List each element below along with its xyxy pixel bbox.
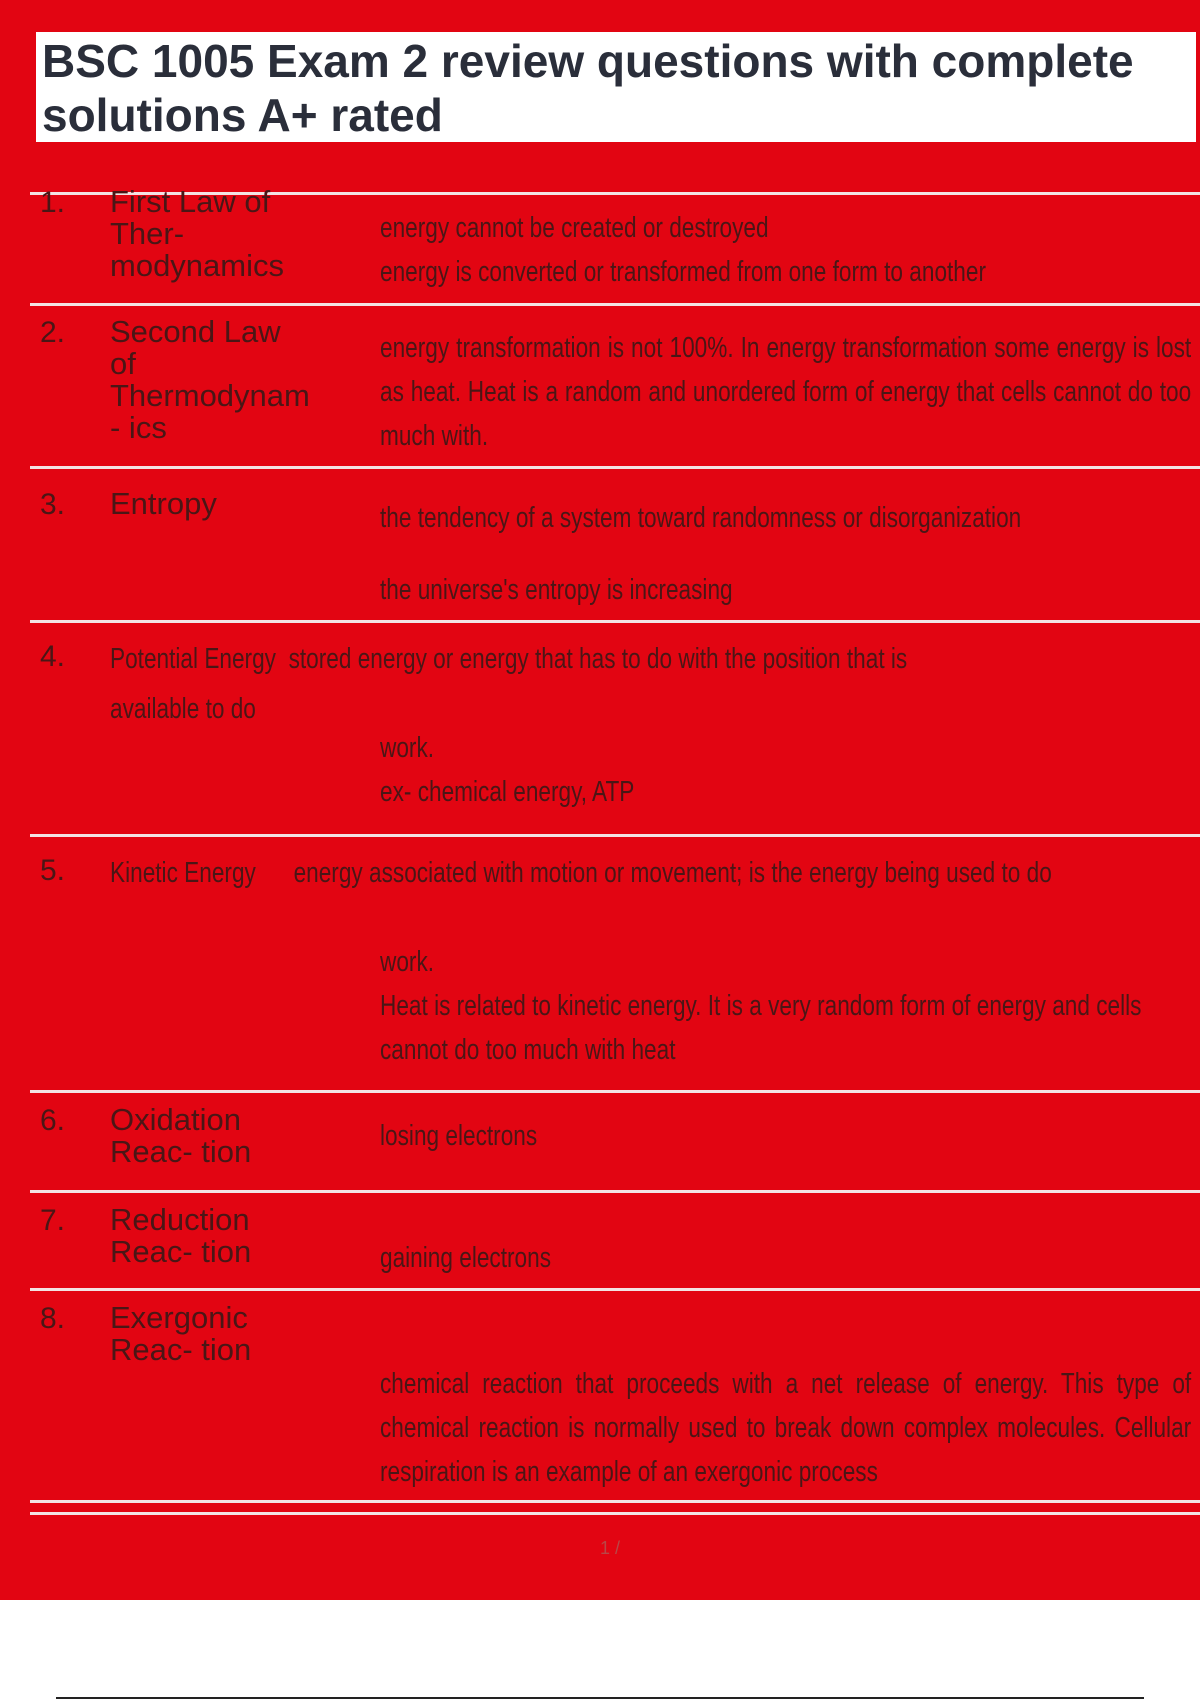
entry-number: 7. [40,1204,66,1237]
entry-term-inline: Kinetic Energy [110,857,256,889]
divider [30,620,1200,623]
entry-number: 5. [40,854,66,887]
definition-line: Heat is related to kinetic energy. It is a very random form of energy and cells cannot do too much with heat [380,990,1142,1066]
divider [30,834,1200,837]
entry-term: Reduction Reac- tion [110,1202,252,1269]
definition-line: energy cannot be created or destroyed [380,212,769,244]
document-title: BSC 1005 Exam 2 review questions with complete solutions A+ rated [42,35,1134,141]
entry-term-inline: Potential Energy [110,643,276,675]
page-number: 1 / [600,1538,621,1558]
divider [30,1190,1200,1193]
entry-definition [380,1236,1191,1280]
entry-number: 3. [40,488,66,521]
definition-line: energy is converted or transformed from one form to another [380,256,987,288]
entry-number: 6. [40,1104,66,1137]
definition-line: ex- chemical energy, ATP [380,776,635,808]
divider [30,1288,1200,1291]
entry-definition [380,1114,1191,1158]
entry-number: 2. [40,316,66,349]
definition-line: stored energy or energy that has to do with the position that is available to do [110,643,908,725]
entry-term: First Law of Ther- modynamics [110,184,284,283]
entry-definition [380,1362,1191,1494]
divider [30,1090,1200,1093]
entry-definition-cont [380,940,1191,1072]
entry-term: Entropy [110,486,217,521]
definition-line: losing electrons [380,1120,538,1152]
entry-definition-cont [380,726,1191,814]
divider [30,1500,1200,1503]
entry-term: Second Law of Thermodynam - ics [110,314,310,445]
entry-definition [380,326,1191,458]
entry-number: 4. [40,640,66,673]
entry-definition [380,206,1191,294]
entry-definition [110,634,991,734]
footer-rule [56,1697,1144,1699]
definition-line: energy associated with motion or movement; is the energy being used to do [293,857,1052,889]
definition-line: work. [380,732,435,764]
entry-definition [380,482,1191,626]
definition-line: the universe's entropy is increasing [380,574,733,606]
definition-line: energy transformation is not 100%. In energy transformation some energy is lost as heat. Heat is a random and unordered form of energy that cells cannot do too much with. [380,332,1192,452]
definition-line: work. [380,946,435,978]
entry-number: 8. [40,1302,66,1335]
entry-number: 1. [40,186,66,219]
entry-definition [110,848,1200,898]
title-box [36,32,1196,142]
definition-line: chemical reaction that proceeds with a net release of energy. This type of chemical reaction is normally used to break down complex molecules. Cellular respiration is an example of an exergonic process [380,1368,1192,1488]
divider [30,466,1200,469]
definition-line: the tendency of a system toward randomness or disorganization [380,502,1022,534]
entry-term: Exergonic Reac- tion [110,1300,252,1367]
definition-line: gaining electrons [380,1242,552,1274]
divider [30,303,1200,306]
divider [30,1512,1200,1515]
entry-term: Oxidation Reac- tion [110,1102,252,1169]
